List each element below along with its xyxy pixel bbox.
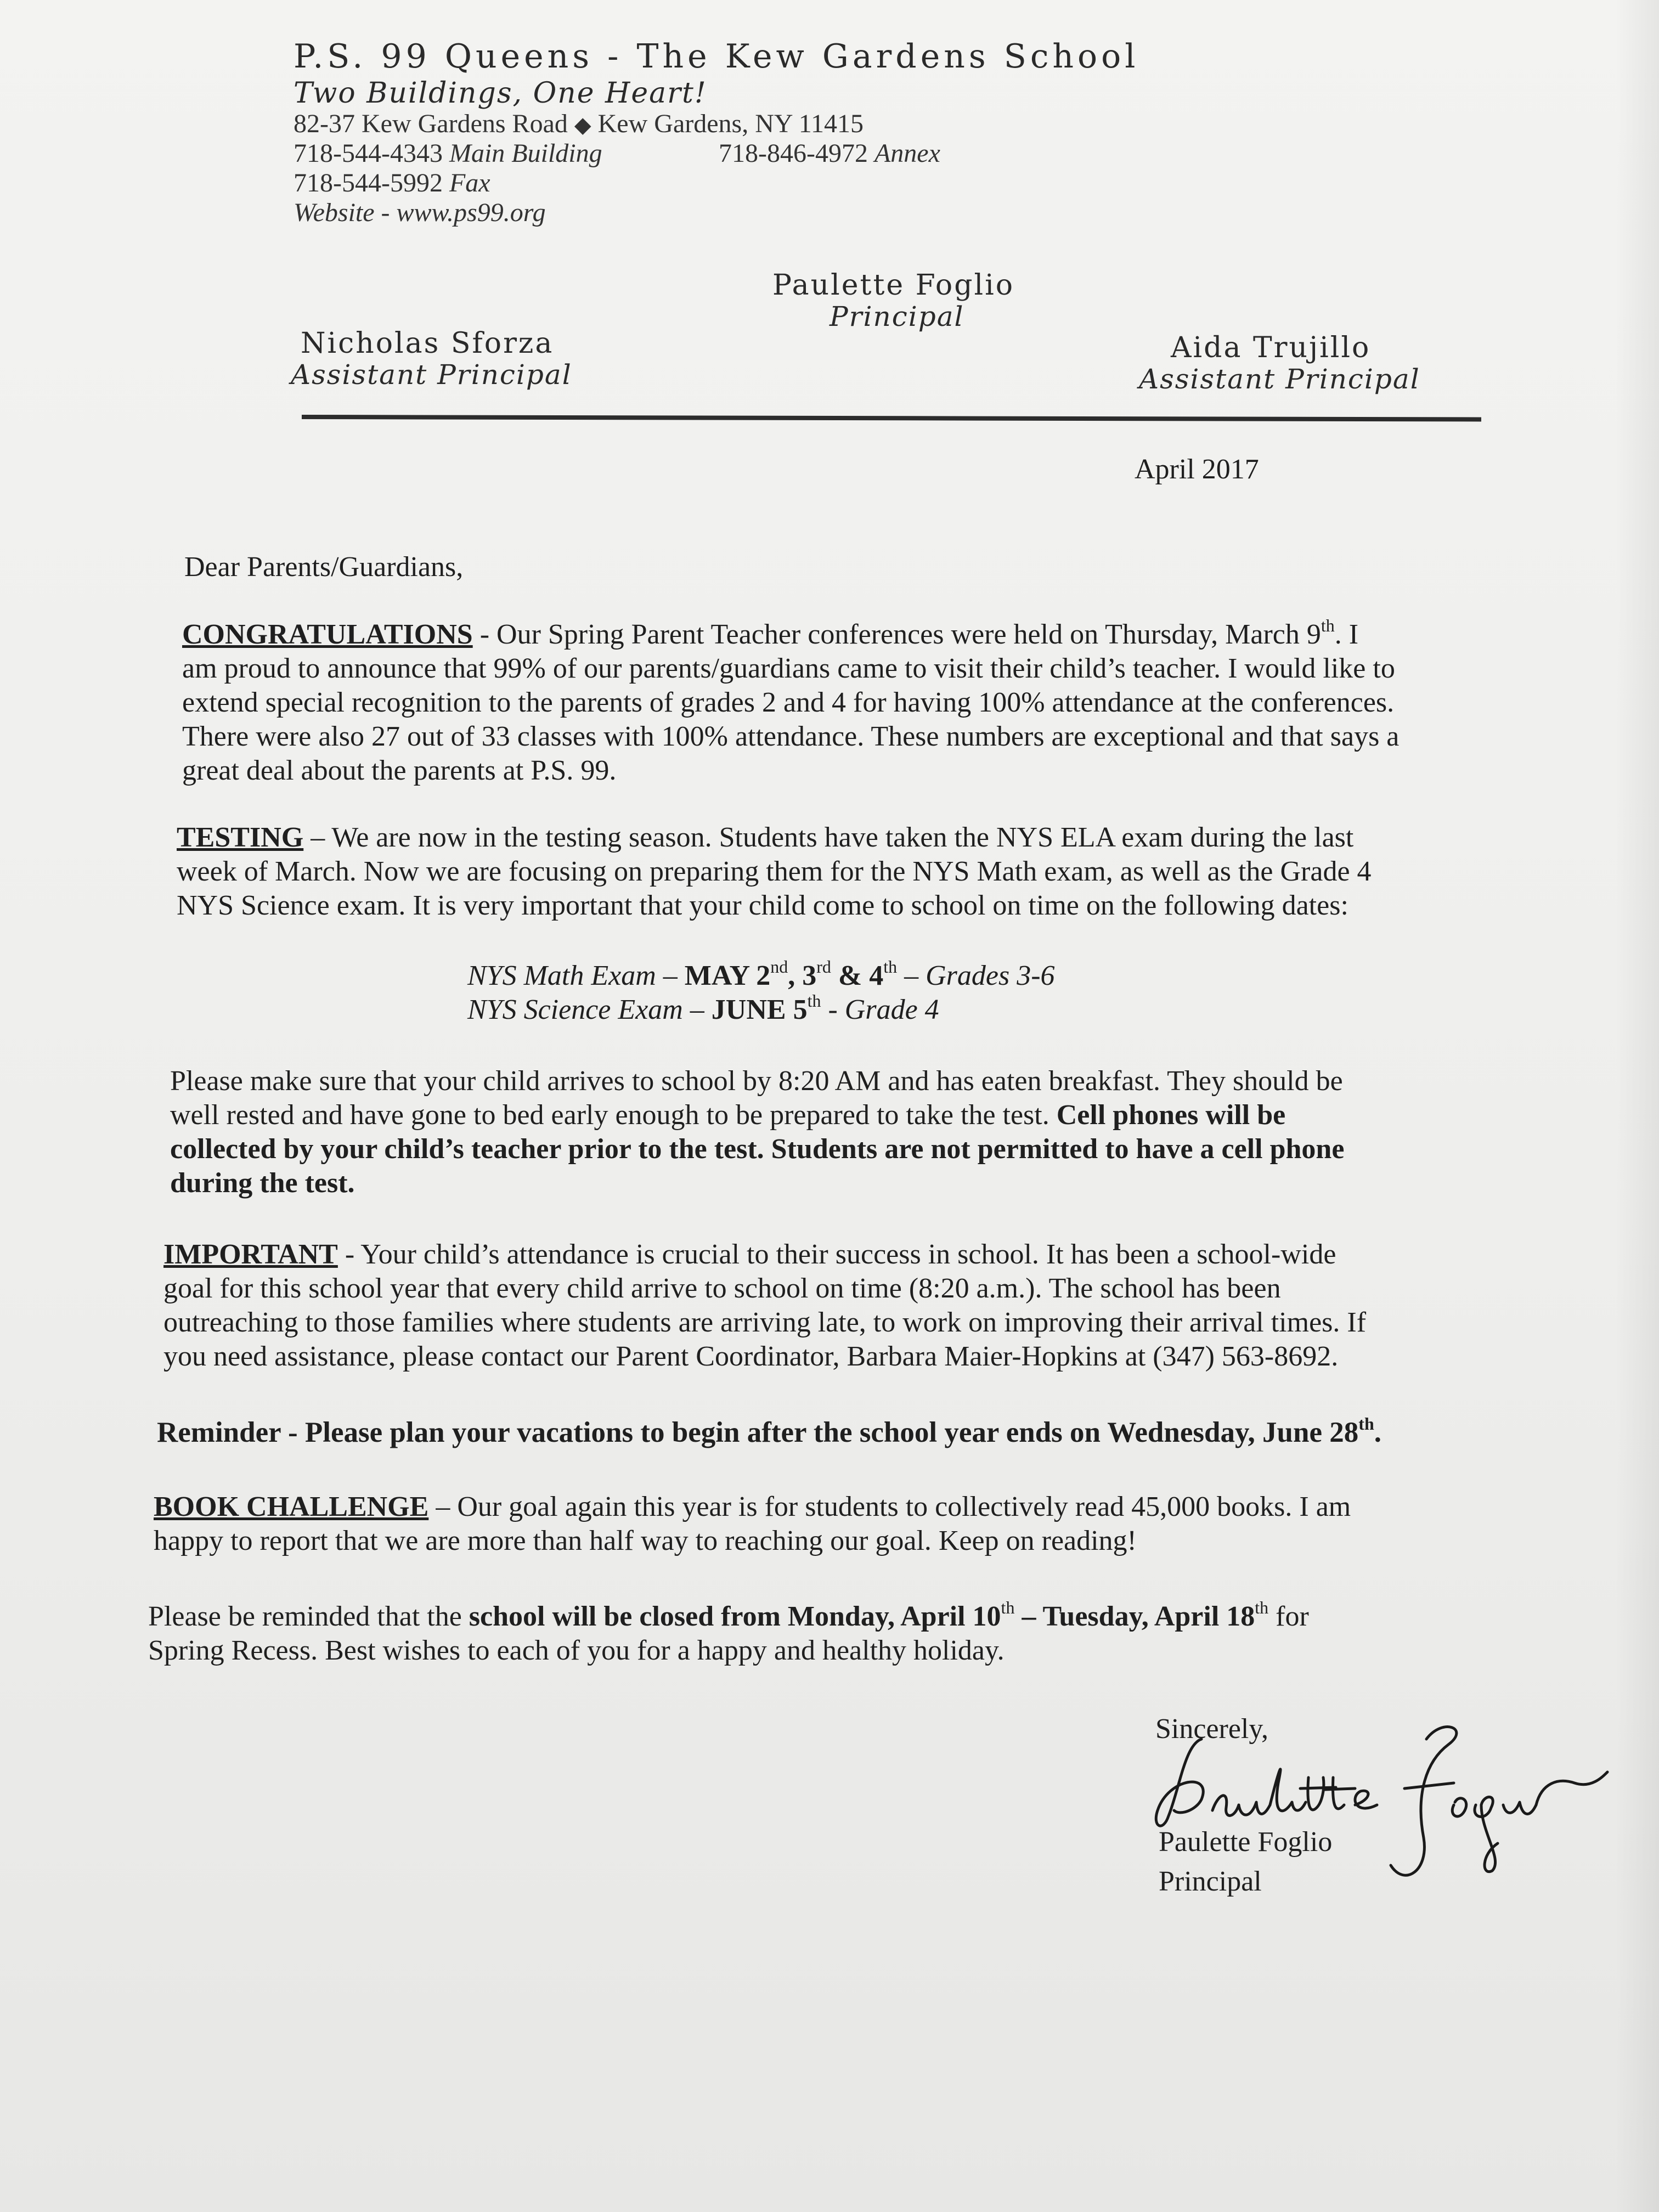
math-date: MAY 2: [684, 960, 771, 991]
signer-name: Paulette Foglio: [1159, 1826, 1333, 1858]
recess-line-1: [148, 1600, 1309, 1634]
salutation: Dear Parents/Guardians,: [184, 551, 464, 583]
book-challenge-paragraph: [154, 1490, 1351, 1558]
testing-heading: TESTING: [177, 822, 304, 853]
testing-line-1: [177, 821, 1372, 855]
important-line-1: [163, 1238, 1366, 1272]
superscript: rd: [816, 957, 831, 977]
website-line: Website - www.ps99.org: [294, 198, 546, 227]
phone-annex-label: Annex: [874, 139, 940, 168]
phone-annex: [719, 138, 940, 168]
address-line: [294, 109, 864, 139]
phone-main-label: Main Building: [449, 139, 602, 168]
book-line-1: [154, 1490, 1351, 1524]
recess-text-c: – Tuesday, April 18: [1014, 1601, 1255, 1632]
ap-left-title: Assistant Principal: [291, 359, 572, 391]
congratulations-heading: CONGRATULATIONS: [182, 619, 473, 650]
science-exam-line: [467, 993, 939, 1027]
ap-right-name: Aida Trujillo: [1171, 331, 1371, 364]
letterhead-divider: [302, 415, 1481, 422]
reminder-line: [157, 1415, 1381, 1449]
important-line-2: goal for this school year that every child arrive to school on time (8:20 a.m.). The school has been: [163, 1273, 1281, 1304]
superscript: th: [1358, 1414, 1374, 1434]
dash: –: [682, 994, 712, 1025]
arrival-line-1: Please make sure that your child arrives to school by 8:20 AM and has eaten breakfast. They should be: [170, 1065, 1343, 1097]
science-exam-label: NYS Science Exam: [467, 994, 683, 1025]
superscript: th: [807, 991, 821, 1011]
congrats-text-1a: - Our Spring Parent Teacher conferences were held on Thursday, March 9: [472, 619, 1321, 650]
letter-date: April 2017: [1135, 454, 1259, 485]
testing-text-1: – We are now in the testing season. Students have taken the NYS ELA exam during the last: [303, 822, 1354, 853]
math-exam-line: [467, 959, 1055, 993]
testing-line-2: week of March. Now we are focusing on preparing them for the NYS Math exam, as well as the Grade 4: [177, 856, 1372, 887]
superscript: th: [1001, 1598, 1015, 1617]
signer-title: Principal: [1159, 1866, 1262, 1897]
recess-line-2: Spring Recess. Best wishes to each of you for a happy and healthy holiday.: [148, 1635, 1005, 1666]
superscript: th: [1255, 1598, 1269, 1617]
arrival-text-2b: Cell phones will be: [1056, 1099, 1286, 1131]
congrats-line-5: great deal about the parents at P.S. 99.: [182, 755, 617, 786]
school-motto: Two Buildings, One Heart!: [294, 77, 707, 110]
testing-paragraph: [177, 821, 1372, 923]
superscript: nd: [770, 957, 788, 977]
recess-text-b: school will be closed from Monday, April 10: [469, 1601, 1001, 1632]
book-line-2: happy to report that we are more than half way to reaching our goal. Keep on reading!: [154, 1525, 1137, 1556]
superscript: th: [1321, 616, 1335, 635]
important-heading: IMPORTANT: [163, 1239, 338, 1270]
principal-title: Principal: [830, 301, 964, 332]
book-text-1: – Our goal again this year is for students to collectively read 45,000 books. I am: [428, 1491, 1351, 1522]
ap-right-title: Assistant Principal: [1139, 363, 1420, 395]
recess-text-a: Please be reminded that the: [148, 1601, 469, 1632]
science-grade: - Grade 4: [821, 994, 939, 1025]
math-date: & 4: [831, 960, 884, 991]
reminder-end: .: [1374, 1417, 1381, 1448]
congrats-line-2: am proud to announce that 99% of our parents/guardians came to visit their child’s teacher. I would like to: [182, 653, 1395, 684]
fax-line: [294, 168, 490, 198]
phone-annex-number: 718-846-4972: [719, 139, 868, 168]
recess-paragraph: [148, 1600, 1309, 1668]
school-name: P.S. 99 Queens - The Kew Gardens School: [294, 37, 1139, 76]
important-line-4: you need assistance, please contact our Parent Coordinator, Barbara Maier-Hopkins at (347) 563-8692.: [163, 1341, 1339, 1372]
phone-main: [294, 138, 602, 168]
important-text-1: - Your child’s attendance is crucial to their success in school. It has been a school-wide: [337, 1239, 1336, 1270]
important-paragraph: [163, 1238, 1366, 1374]
recess-text-d: for: [1268, 1601, 1309, 1632]
book-challenge-heading: BOOK CHALLENGE: [154, 1491, 429, 1522]
arrival-line-3: collected by your child’s teacher prior to the test. Students are not permitted to have a cell phone: [170, 1133, 1345, 1165]
diamond-icon: ◆: [574, 112, 591, 137]
fax-label: Fax: [449, 168, 490, 198]
fax-number: 718-544-5992: [294, 168, 443, 198]
arrival-line-4: during the test.: [170, 1167, 355, 1199]
congrats-line-1: [182, 618, 1399, 652]
street-address: 82-37 Kew Gardens Road: [294, 109, 568, 138]
math-date: , 3: [788, 960, 817, 991]
congrats-line-3: extend special recognition to the parents of grades 2 and 4 for having 100% attendance at the conferences.: [182, 687, 1395, 718]
math-grades: – Grades 3-6: [897, 960, 1055, 991]
superscript: th: [883, 957, 898, 977]
dash: –: [656, 960, 685, 991]
handwritten-signature: [1119, 1706, 1624, 1887]
arrival-text-2a: well rested and have gone to bed early enough to be prepared to take the test.: [170, 1099, 1057, 1131]
testing-line-3: NYS Science exam. It is very important that your child come to school on time on the following dates:: [177, 890, 1348, 921]
science-date: JUNE 5: [711, 994, 808, 1025]
closing: Sincerely,: [1155, 1713, 1268, 1745]
congrats-text-1b: . I: [1334, 619, 1359, 650]
arrival-line-2: [170, 1098, 1344, 1132]
principal-name: Paulette Foglio: [772, 269, 1015, 302]
arrival-paragraph: [170, 1064, 1344, 1200]
ap-left-name: Nicholas Sforza: [301, 327, 554, 360]
congrats-line-4: There were also 27 out of 33 classes with 100% attendance. These numbers are exceptional and that says a: [182, 721, 1400, 752]
city-state-zip: Kew Gardens, NY 11415: [597, 109, 864, 138]
congratulations-paragraph: [182, 618, 1399, 788]
reminder-text: Reminder - Please plan your vacations to begin after the school year ends on Wednesday, June 28: [157, 1417, 1359, 1448]
important-line-3: outreaching to those families where students are arriving late, to work on improving their arrival times. If: [163, 1307, 1367, 1338]
math-exam-label: NYS Math Exam: [467, 960, 656, 991]
phone-main-number: 718-544-4343: [294, 139, 443, 168]
